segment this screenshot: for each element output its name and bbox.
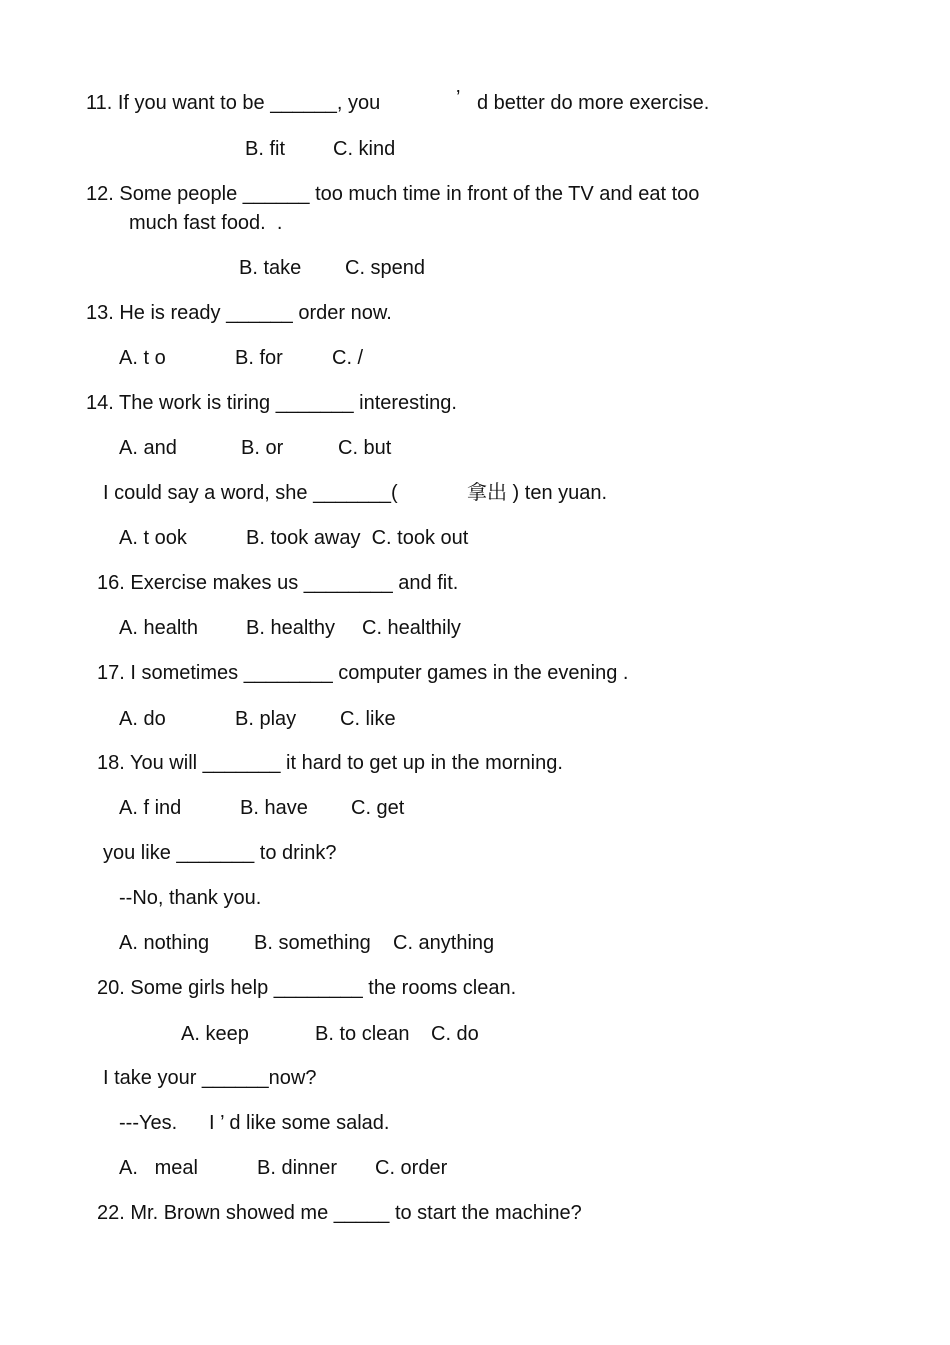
option-b: B. fit (245, 138, 286, 160)
question-19-text: you like _______ to drink? (103, 842, 337, 864)
question-19-reply: --No, thank you. (119, 887, 262, 909)
option-a: A. nothing (119, 932, 210, 954)
option-b: B. take (239, 257, 302, 279)
option-b: B. to clean (315, 1023, 410, 1045)
apostrophe-mark: ’ (456, 87, 461, 109)
option-b: B. dinner (257, 1157, 338, 1179)
option-b-c: B. took away C. took out (246, 527, 469, 549)
option-c: C. order (375, 1157, 448, 1179)
question-11-text: 11. If you want to be ______, you (86, 92, 381, 114)
option-c: C. kind (333, 138, 396, 160)
question-15-continuation: 拿出 ) ten yuan. (467, 482, 608, 504)
option-c: C. get (351, 797, 405, 819)
question-11-continuation: d better do more exercise. (477, 92, 710, 114)
option-c: C. do (431, 1023, 479, 1045)
option-c: C. healthily (362, 617, 461, 639)
option-c: C. but (338, 437, 392, 459)
option-a: A. do (119, 708, 166, 730)
option-b: B. or (241, 437, 284, 459)
question-12-continuation: much fast food. . (129, 212, 283, 234)
option-a: A. health (119, 617, 198, 639)
question-16-text: 16. Exercise makes us ________ and fit. (97, 572, 459, 594)
question-17-text: 17. I sometimes ________ computer games in the evening . (97, 662, 629, 684)
question-21-reply: ---Yes. (119, 1112, 178, 1134)
question-22-text: 22. Mr. Brown showed me _____ to start the machine? (97, 1202, 582, 1224)
question-14-text: 14. The work is tiring _______ interesting. (86, 392, 457, 414)
option-c: C. anything (393, 932, 495, 954)
option-c: C. spend (345, 257, 426, 279)
question-21-reply-continuation: I ’ d like some salad. (209, 1112, 390, 1134)
option-b: B. healthy (246, 617, 335, 639)
option-b: B. play (235, 708, 297, 730)
question-18-text: 18. You will _______ it hard to get up in the morning. (97, 752, 563, 774)
question-20-text: 20. Some girls help ________ the rooms clean. (97, 977, 517, 999)
question-13-text: 13. He is ready ______ order now. (86, 302, 392, 324)
option-a: A. meal (119, 1157, 198, 1179)
option-a: A. t o (119, 347, 166, 369)
option-b: B. for (235, 347, 283, 369)
question-12-text: 12. Some people ______ too much time in front of the TV and eat too (86, 183, 700, 205)
option-b: B. something (254, 932, 371, 954)
option-b: B. have (240, 797, 308, 819)
option-a: A. t ook (119, 527, 187, 549)
option-a: A. keep (181, 1023, 249, 1045)
option-a: A. f ind (119, 797, 182, 819)
question-21-text: I take your ______now? (103, 1067, 317, 1089)
option-a: A. and (119, 437, 177, 459)
question-15-text: I could say a word, she _______( (103, 482, 398, 504)
option-c: C. like (340, 708, 396, 730)
option-c: C. / (332, 347, 364, 369)
